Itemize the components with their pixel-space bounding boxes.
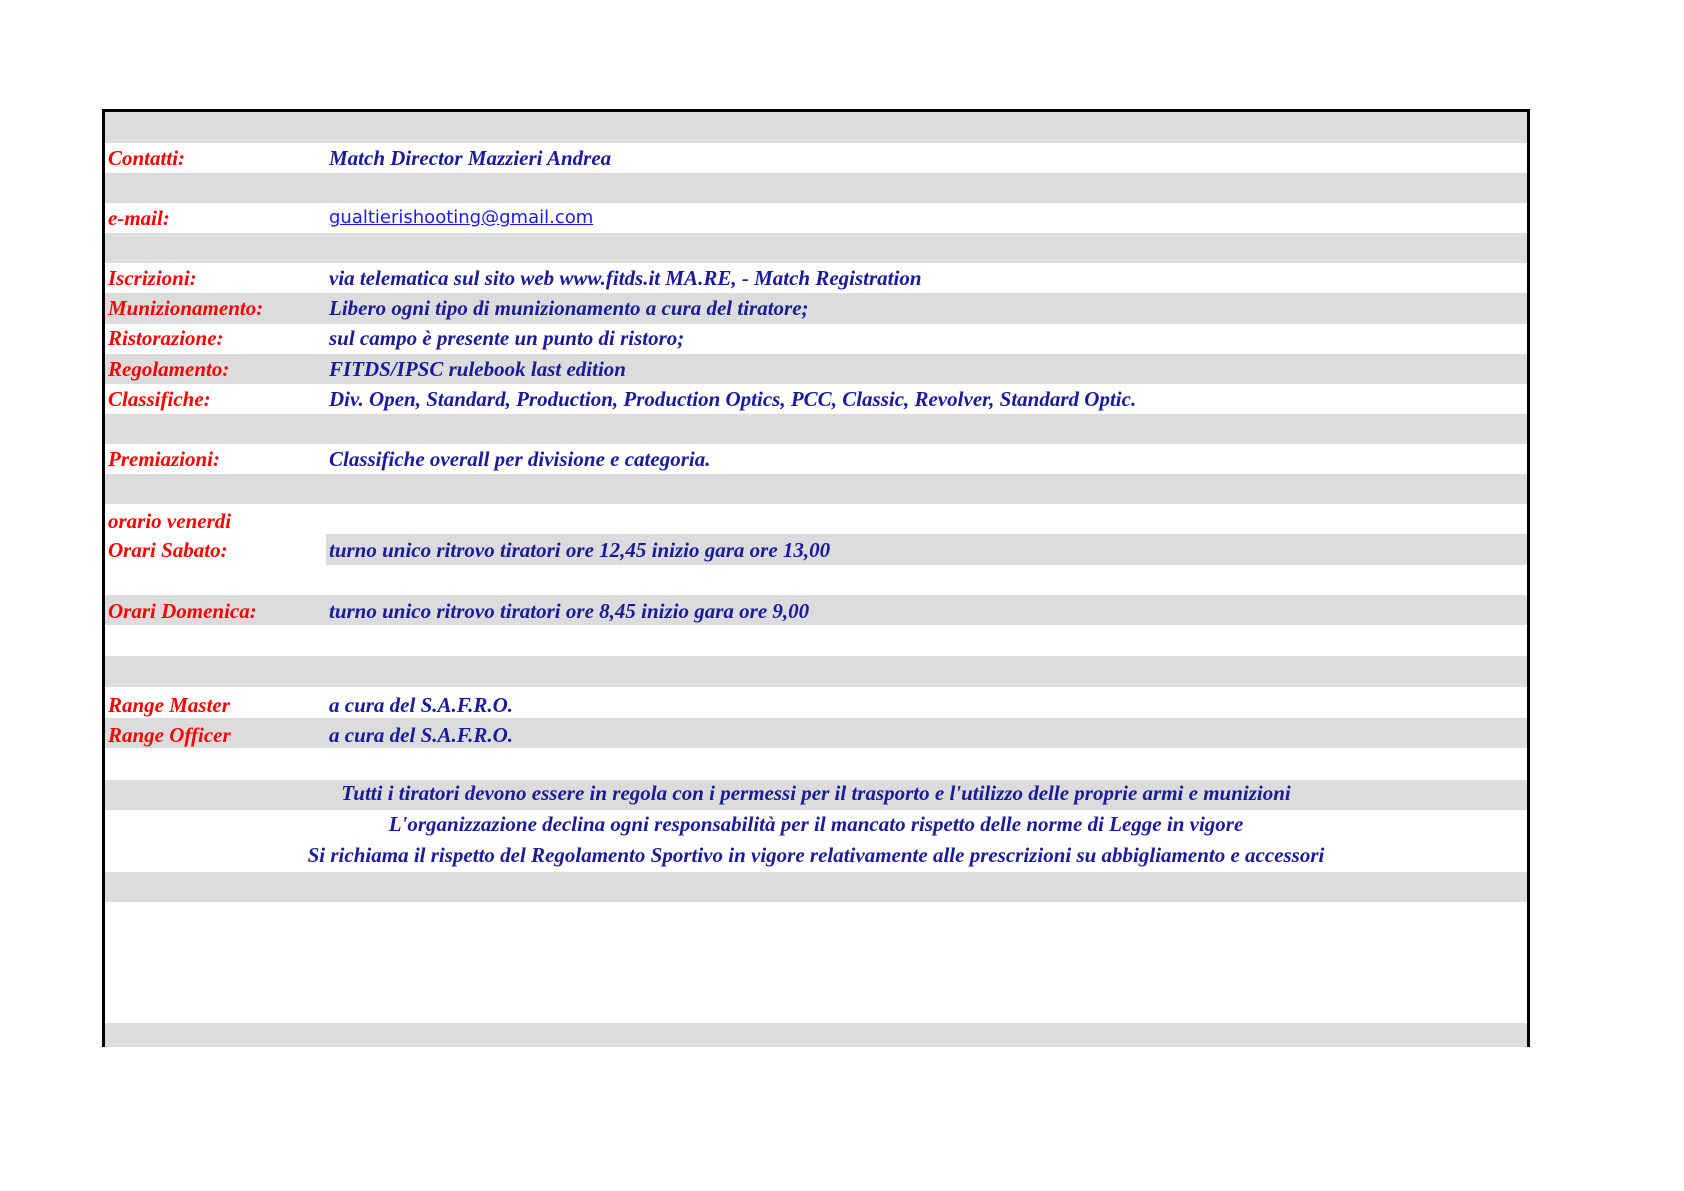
disclaimer-line: Si richiama il rispetto del Regolamento Sportivo in vigore relativamente alle prescrizioni su abbigliamento e accessori bbox=[307, 843, 1325, 867]
field-label: orario venerdi bbox=[108, 509, 232, 533]
field-label: Ristorazione: bbox=[108, 326, 224, 350]
field-value: via telematica sul sito web www.fitds.it MA.RE, - Match Registration bbox=[329, 266, 922, 290]
field-value: a cura del S.A.F.R.O. bbox=[329, 693, 513, 717]
field-row-email bbox=[105, 203, 1527, 233]
field-value: sul campo è presente un punto di ristoro; bbox=[329, 326, 685, 350]
field-row-contatti bbox=[105, 143, 1527, 173]
disclaimer-line: L'organizzazione declina ogni responsabilità per il mancato rispetto delle norme di Legge in vigore bbox=[388, 812, 1244, 836]
field-value: Libero ogni tipo di munizionamento a cura del tiratore; bbox=[329, 296, 809, 320]
field-value: Match Director Mazzieri Andrea bbox=[329, 146, 612, 170]
field-label: Orari Domenica: bbox=[108, 599, 257, 623]
field-label: Iscrizioni: bbox=[108, 266, 197, 290]
field-row-munizionamento bbox=[105, 293, 1527, 323]
email-link[interactable]: gualtierishooting@gmail.com bbox=[329, 207, 594, 228]
row-band bbox=[105, 173, 1527, 203]
row-band bbox=[105, 656, 1527, 687]
info-table bbox=[102, 109, 1530, 1047]
field-label: Contatti: bbox=[108, 146, 186, 170]
field-row-orari-sabato bbox=[105, 535, 1527, 565]
row-band bbox=[105, 233, 1527, 263]
field-label: Range Officer bbox=[108, 723, 231, 747]
field-value: Div. Open, Standard, Production, Production Optics, PCC, Classic, Revolver, Standard Optic. bbox=[329, 387, 1137, 411]
field-row-orari-domenica bbox=[105, 596, 1527, 626]
disclaimer-line: Tutti i tiratori devono essere in regola con i permessi per il trasporto e l'utilizzo delle proprie armi e munizioni bbox=[341, 781, 1291, 805]
field-row-regolamento bbox=[105, 354, 1527, 384]
field-value: turno unico ritrovo tiratori ore 8,45 inizio gara ore 9,00 bbox=[329, 599, 810, 623]
row-band bbox=[105, 474, 1527, 504]
field-row-ristorazione bbox=[105, 323, 1527, 353]
field-row-orario-venerdi bbox=[105, 506, 1527, 536]
disclaimer-notes bbox=[105, 778, 1527, 871]
row-band bbox=[105, 872, 1527, 902]
field-row-range-master bbox=[105, 690, 1527, 720]
field-label: Classifiche: bbox=[108, 387, 211, 411]
field-value: turno unico ritrovo tiratori ore 12,45 inizio gara ore 13,00 bbox=[329, 538, 831, 562]
row-band bbox=[105, 112, 1527, 143]
field-value: FITDS/IPSC rulebook last edition bbox=[329, 357, 626, 381]
field-label: e-mail: bbox=[108, 206, 170, 230]
field-value: a cura del S.A.F.R.O. bbox=[329, 723, 513, 747]
field-row-premiazioni bbox=[105, 444, 1527, 474]
field-label: Regolamento: bbox=[108, 357, 230, 381]
row-band bbox=[105, 1023, 1527, 1047]
field-value: Classifiche overall per divisione e categoria. bbox=[329, 447, 711, 471]
row-band bbox=[105, 414, 1527, 444]
field-row-classifiche bbox=[105, 384, 1527, 414]
field-row-iscrizioni bbox=[105, 263, 1527, 293]
field-row-range-officer bbox=[105, 720, 1527, 750]
field-label: Premiazioni: bbox=[108, 447, 221, 471]
field-label: Range Master bbox=[108, 693, 230, 717]
field-label: Orari Sabato: bbox=[108, 538, 228, 562]
field-label: Munizionamento: bbox=[108, 296, 264, 320]
